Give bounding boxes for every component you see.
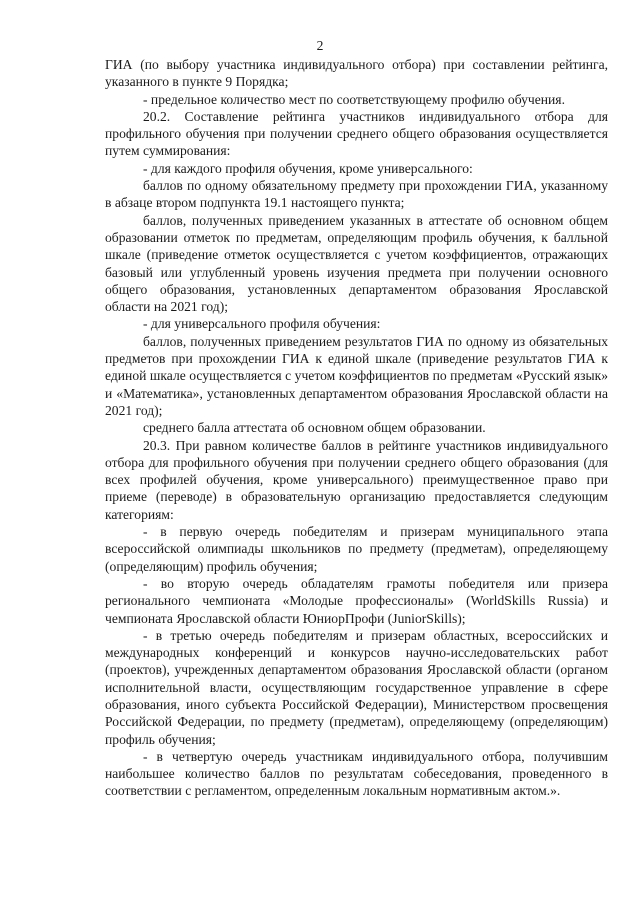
paragraph: - предельное количество мест по соответствующему профилю обучения. (143, 91, 565, 107)
paragraph: баллов по одному обязательному предмету при прохождении ГИА, указанному в абзаце втором подпункта 19.1 настоящего пункта; (105, 178, 608, 211)
paragraph: среднего балла аттестата об основном общем образовании. (143, 420, 486, 436)
paragraph: 20.2. Составление рейтинга участников индивидуального отбора для профильного обучения при получении среднего общего образования осуществляется путем суммирования: (105, 108, 608, 159)
paragraph: - для каждого профиля обучения, кроме универсального: (143, 160, 473, 176)
paragraph: ГИА (по выбору участника индивидуального отбора) при составлении рейтинга, указанного в пункте 9 Порядка; (105, 57, 608, 90)
paragraph: - для универсального профиля обучения: (143, 316, 381, 332)
paragraph: баллов, полученных приведением указанных в аттестате об основном общем образовании отметок по предметам, определяющим профиль обучения, к балльной шкале (приведение отметок осуществляется с учетом коэффициентов, отражающих базовый или углубленный уровень изучения предмета при получении основного общего образования, установленных департаментом образования Ярославской области на 2021 год); (105, 212, 608, 315)
paragraph: - в третью очередь победителям и призерам областных, всероссийских и международных конференций и конкурсов научно-исследовательских работ (проектов), учрежденных департаментом образования Ярославской области (органом исполнительной власти, осуществляющим государственное управление в сфере образования, иного субъекта Российской Федерации), Министерством просвещения Российской Федерации, по предмету (предметам), определяющему (определяющим) профиль обучения; (105, 627, 608, 747)
paragraph: - во вторую очередь обладателям грамоты победителя или призера регионального чемпионата «Молодые профессионалы» (WorldSkills Russia) и чемпионата Ярославской области ЮниорПрофи (JuniorSkills); (105, 575, 608, 626)
document-body (105, 56, 608, 800)
paragraph: баллов, полученных приведением результатов ГИА по одному из обязательных предметов при прохождении ГИА к единой шкале (приведение результатов ГИА к единой шкале осуществляется с учетом коэффициентов по предметам «Русский язык» и «Математика», установленных департаментом образования Ярославской области на 2021 год); (105, 333, 608, 418)
paragraph: - в четвертую очередь участникам индивидуального отбора, получившим наибольшее количество баллов по результатам собеседования, проведенного в соответствии с регламентом, определенным локальным нормативным актом.». (105, 748, 608, 799)
page-number: 2 (316, 38, 324, 53)
paragraph: - в первую очередь победителям и призерам муниципального этапа всероссийской олимпиады школьников по предмету (предметам), определяющему (определяющим) профиль обучения; (105, 524, 608, 574)
paragraph: 20.3. При равном количестве баллов в рейтинге участников индивидуального отбора для профильного обучения при получении среднего общего образования (для всех профилей обучения, кроме универсального) преимущественное право при приеме (переводе) в образовательную организацию предоставляется следующим категориям: (105, 437, 608, 522)
